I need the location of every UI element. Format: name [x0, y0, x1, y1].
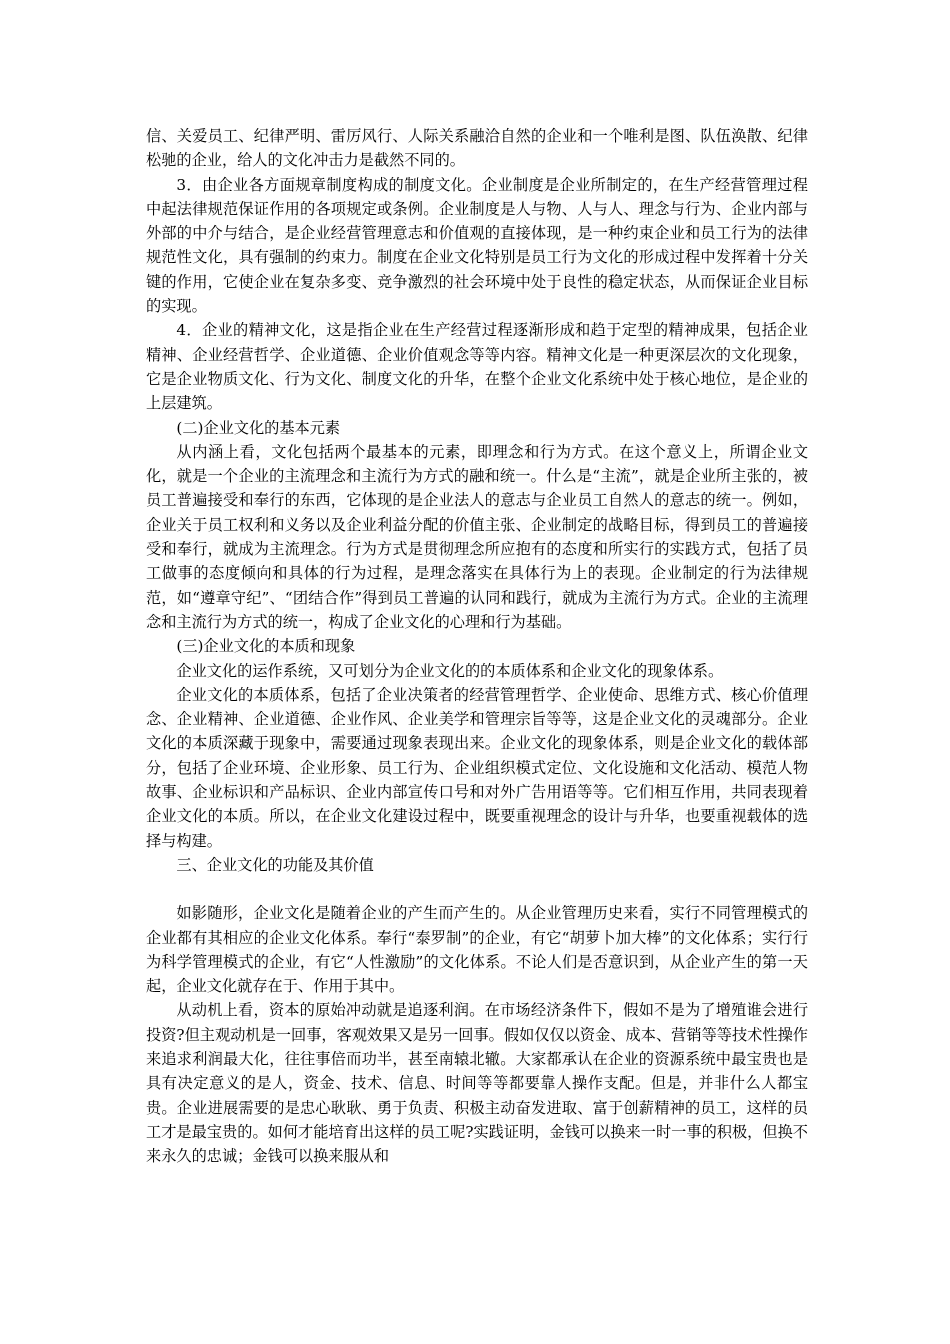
section-heading-essence-phenomenon: (三)企业文化的本质和现象: [176, 637, 356, 656]
section-heading-basic-elements: (二)企业文化的基本元素: [176, 418, 341, 437]
paragraph-essence-system: 企业文化的本质体系，包括了企业决策者的经营管理哲学、企业使命、思维方式、核心价值理念、企业精神、企业道德、企业作风、企业美学和管理宗旨等等，这是企业文化的灵魂部分。企业文化的本质深藏于现象中，需要通过现象表现出来。企业文化的现象体系，则是企业文化的载体部分，包括了企业环境、企业形象、员工行为、企业组织模式定位、文化设施和文化活动、模范人物故事、企业标识和产品标识、企业内部宣传口号和对外广告用语等等。它们相互作用，共同表现着企业文化的本质。所以，在企业文化建设过程中，既要重视理念的设计与升华，也要重视载体的选择与构建。: [146, 685, 808, 850]
paragraph-spiritual-culture: 4．企业的精神文化，这是指企业在生产经营过程逐渐形成和趋于定型的精神成果，包括企业精神、企业经营哲学、企业道德、企业价值观念等等内容。精神文化是一种更深层次的文化现象，它是企业物质文化、行为文化、制度文化的升华，在整个企业文化系统中处于核心地位，是企业的上层建筑。: [146, 321, 808, 413]
paragraph-motivation: 从动机上看，资本的原始冲动就是追逐利润。在市场经济条件下，假如不是为了增殖谁会进行投资?但主观动机是一回事，客观效果又是另一回事。假如仅仅以资金、成本、营销等等技术性操作来追求利润最大化，往往事倍而功半，甚至南辕北辙。大家都承认在企业的资源系统中最宝贵也是具有决定意义的是人，资金、技术、信息、时间等等都要靠人操作支配。但是，并非什么人都宝贵。企业进展需要的是忠心耿耿、勇于负责、积极主动奋发进取、富于创薪精神的员工，这样的员工才是最宝贵的。如何才能培育出这样的员工呢?实践证明，金钱可以换来一时一事的积极，但换不来永久的忠诚；金钱可以换来服从和: [146, 1001, 808, 1166]
paragraph-continuation: 信、关爱员工、纪律严明、雷厉风行、人际关系融洽自然的企业和一个唯利是图、队伍涣散、纪律松驰的企业，给人的文化冲击力是截然不同的。: [146, 127, 808, 170]
paragraph-operating-system: 企业文化的运作系统，又可划分为企业文化的的本质体系和企业文化的现象体系。: [176, 661, 724, 680]
paragraph-origin: 如影随形，企业文化是随着企业的产生而产生的。从企业管理历史来看，实行不同管理模式的企业都有其相应的企业文化体系。奉行“泰罗制”的企业，有它“胡萝卜加大棒”的文化体系；实行行为科学管理模式的企业，有它“人性激励”的文化体系。不论人们是否意识到，从企业产生的第一天起，企业文化就存在于、作用于其中。: [146, 904, 808, 996]
paragraph-basic-elements: 从内涵上看，文化包括两个最基本的元素，即理念和行为方式。在这个意义上，所谓企业文化，就是一个企业的主流理念和主流行为方式的融和统一。什么是“主流”，就是企业所主张的，被员工普遍接受和奉行的东西，它体现的是企业法人的意志与企业员工自然人的意志的统一。例如，企业关于员工权利和义务以及企业利益分配的价值主张、企业制定的战略目标，得到员工的普遍接受和奉行，就成为主流理念。行为方式是贯彻理念所应抱有的态度和所实行的实践方式，包括了员工做事的态度倾向和具体的行为过程，是理念落实在具体行为上的表现。企业制定的行为法律规范，如“遵章守纪”、“团结合作”得到员工普遍的认同和践行，就成为主流行为方式。企业的主流理念和主流行为方式的统一，构成了企业文化的心理和行为基础。: [146, 442, 808, 631]
section-heading-functions-value: 三、企业文化的功能及其价值: [176, 855, 374, 874]
blank-line: [146, 877, 808, 901]
paragraph-institutional-culture: 3．由企业各方面规章制度构成的制度文化。企业制度是企业所制定的，在生产经营管理过程中起法律规范保证作用的各项规定或条例。企业制度是人与物、人与人、理念与行为、企业内部与外部的中介与结合，是企业经营管理意志和价值观的直接体现，是一种约束企业和员工行为的法律规范性文化，具有强制的约束力。制度在企业文化特别是员工行为文化的形成过程中发挥着十分关键的作用，它使企业在复杂多变、竞争激烈的社会环境中处于良性的稳定状态，从而保证企业目标的实现。: [146, 175, 808, 316]
document-page: [146, 124, 808, 1168]
